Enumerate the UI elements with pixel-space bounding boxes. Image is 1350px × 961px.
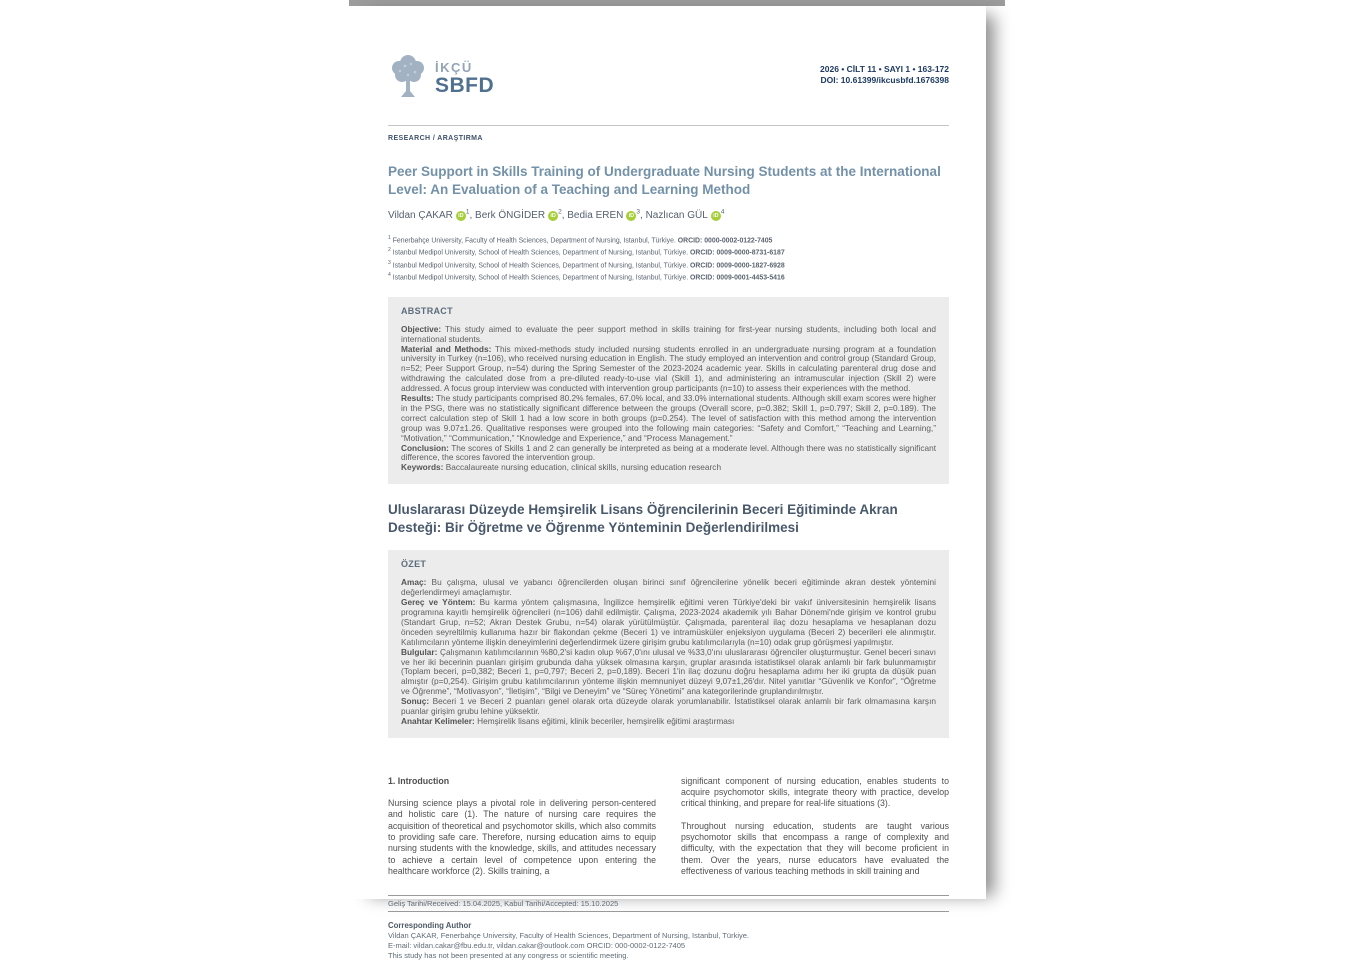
introduction-section [388, 776, 949, 888]
corresponding-author-email-line[interactable]: E-mail: vildan.cakar@fbu.edu.tr, vildan.cakar@outlook.com ORCID: 000-0002-0122-7405 [388, 941, 686, 951]
abstract-paragraph: Conclusion: The scores of Skills 1 and 2 can generally be interpreted as being at a moderate level. Although there was no statistically significant difference, the scores favored the intervention group. [401, 442, 936, 463]
affiliation: $^2$ Istanbul Medipol University, School of Health Sciences, Department of Nursing, Istanbul, Türkiye. ORCID: 0009-0000-8731-6187 [388, 247, 785, 257]
ozet-paragraph: Anahtar Kelimeler: Hemşirelik lisans eğitimi, klinik beceriler, hemşirelik eğitimi araştırması [401, 715, 735, 726]
journal-logo [388, 53, 494, 104]
abstract-paragraph: Keywords: Baccalaureate nursing education, clinical skills, nursing education research [401, 462, 722, 473]
tree-logo-icon [388, 53, 428, 104]
article-type-label: RESEARCH / ARAŞTIRMA [388, 135, 483, 142]
ozet-heading: ÖZET [401, 559, 427, 570]
abstract-paragraph: Results: The study participants comprised 80.2% females, 67.0% local, and 33.0% international students. Although skill exam scores were higher in the PSG, there was no statistically significant difference between the groups (Overall score, p=0.382; Skill 1, p=0.797; Skill 2, p=0.189). The correct calculation step of Skill 1 had a low score in both groups (p=0.254). The level of satisfaction with this method among the intervention group was 9.07±1.26. Qualitative responses were grouped into the following main categories: “Safety and Comfort,” “Teaching and Learning,” “Motivation,” “Communication,” “Knowledge and Experience,” and “Process Management.” [401, 393, 936, 443]
intro-left-column [388, 776, 656, 888]
orcid-icon[interactable]: iD [626, 211, 636, 221]
orcid-icon[interactable]: iD [711, 211, 721, 221]
abstract-paragraph: Material and Methods: This mixed-methods study included nursing students enrolled in an undergraduate nursing program at a foundation university in Turkey (n=106), who received nursing education in English. The study employed an intervention and control group (Standard Group, n=52; Peer Support Group, n=54) during the Spring Semester of the 2023-2024 academic year. Skills in calculating parenteral drug dose and withdrawing the calculated dose from a pre-diluted ready-to-use vial (Skill 1), and administering an intramuscular injection (Skill 2) were addressed. A focus group interview was conducted with intervention group participants (n=10) to assess their experiences with the method. [401, 343, 936, 394]
header-divider [388, 125, 949, 126]
affiliation: $^4$ Istanbul Medipol University, School of Health Sciences, Department of Nursing, Istanbul, Türkiye. ORCID: 0009-0001-4453-5416 [388, 271, 785, 281]
article-page [349, 6, 986, 961]
journal-logo-text [435, 61, 494, 96]
author: Berk ÖNGİDER $iD^2$, [475, 209, 568, 222]
author: Bedia EREN $iD^3$, [567, 209, 643, 222]
intro-paragraph: significant component of nursing education, enables students to acquire psychomotor skills, integrate theory with practice, develop critical thinking, and prepare for real-life situations (3). [681, 775, 949, 809]
intro-heading: 1. Introduction [388, 775, 450, 786]
affiliation: $^1$ Fenerbahçe University, Faculty of Health Sciences, Department of Nursing, Istanbul, Türkiye. ORCID: 0000-0002-0122-7405 [388, 235, 773, 245]
corresponding-author-line: Vildan ÇAKAR, Fenerbahçe University, Faculty of Health Sciences, Department of Nursing, Istanbul, Türkiye. [388, 931, 749, 941]
abstract-paragraph: Objective: This study aimed to evaluate the peer support method in skills training for first-year nursing students, including both local and international students. [401, 323, 936, 344]
author: Nazlıcan GÜL $iD^4$ [645, 209, 725, 222]
intro-right-column [681, 776, 949, 888]
ozet-paragraph: Gereç ve Yöntem: Bu karma yöntem çalışmasına, İngilizce hemşirelik eğitimi veren Türkiye'deki bir vakıf üniversitesinin hemşirelik lisans programına kayıtlı hemşirelik öğrencileri (n=106) dahil edilmiştir. Çalışma, 2023-2024 akademik yılı Bahar Dönemi'nde girişim ve kontrol grubu (Standart Grup, n=52; Akran Destek Grubu, n=54) olarak yürütülmüştür. Çalışmada, parenteral ilaç dozu hesaplama ve hesaplanan dozu önceden seyreltilmiş kullanıma hazır bir flakondan çekme (Beceri 1) ve intramüsküler enjeksiyon uygulama (Beceri 2) becerileri ele alınmıştır. Katılımcıların yönteme ilişkin deneyimlerini değerlendirmek üzere girişim grubu katılımcılarıyla (n=10) odak grup görüşmesi yapılmıştır. [401, 597, 937, 647]
received-accepted-dates: Geliş Tarihi/Received: 15.04.2025, Kabul Tarihi/Accepted: 15.10.2025 [388, 899, 619, 909]
issue-info [820, 64, 949, 86]
article-title-en: Peer Support in Skills Training of Undergraduate Nursing Students at the International Level: An Evaluation of a Teaching and Learning Method [388, 164, 941, 197]
footer-divider-top [388, 895, 949, 896]
intro-paragraph: Throughout nursing education, students are taught various psychomotor skills that encompass a range of complexity and difficulty, with the expectation that they will become proficient in them. Over the years, nurse educators have evaluated the effectiveness of various teaching methods in skill training and [681, 820, 949, 876]
intro-paragraph: Nursing science plays a pivotal role in delivering person-centered and holistic care (1). The nature of nursing care requires the acquisition of theoretical and psychomotor skills, which also commits to providing safe care. Therefore, nursing education aims to equip nursing students with the knowledge, skills, and attitudes necessary to achieve a certain level of competence upon entering the healthcare workforce (2). Skills training, a [388, 798, 656, 876]
author: Vildan ÇAKAR $iD^1$, [388, 209, 476, 222]
ozet-paragraph: Amaç: Bu çalışma, ulusal ve yabancı öğrencilerden oluşan birinci sınıf öğrencilerine yönelik beceri eğitiminde akran destek yöntemini değerlendirmeyi amaçlamıştır. [401, 577, 936, 598]
author-line [388, 209, 949, 221]
affiliation: $^3$ Istanbul Medipol University, School of Health Sciences, Department of Nursing, Istanbul, Türkiye. ORCID: 0009-0000-1827-6928 [388, 259, 785, 269]
logo-acronym-top: İKÇÜ [435, 60, 473, 75]
issue-line: 2026 • CİLT 11 • SAYI 1 • 163-172 [820, 64, 949, 74]
ozet-paragraph: Sonuç: Beceri 1 ve Beceri 2 puanları genel olarak orta düzeyde olarak yorumlanabilir. İstatistiksel olarak anlamlı bir fark olmamasına karşın puanlar girişim grubu lehine yüksektir. [401, 696, 936, 717]
ozet-paragraph: Bulgular: Çalışmanın katılımcılarının %80,2'si kadın olup %67,0'ını ulusal ve %33,0'ını uluslararası öğrenciler oluşturmuştur. Genel beceri sınavı ve her iki becerinin puanları girişim grubunda daha yüksek olmasına karşın, gruplar arasında istatistiksel olarak anlamlı bir fark bulunmamıştır (Toplam beceri, p=0,382; Beceri 1, p=0,797; Beceri 2, p=0,189). Beceri 1'in ilaç dozunu doğru hesaplama adımı her iki grupta da düşük puan almıştır (p=0,254). Girişim grubu katılımcılarının yönteme ilişkin memnuniyet düzeyi 9,07±1,26'dır. Nitel yanıtlar “Güvenlik ve Konfor”, “Öğretme ve Öğrenme”, “Motivasyon”, “İletişim”, “Bilgi ve Deneyim” ve “Süreç Yönetimi” ana kategorilerinde gruplandırılmıştır. [401, 646, 936, 697]
affiliation-list [388, 234, 949, 282]
logo-acronym-bottom: SBFD [435, 74, 495, 97]
abstract-box [388, 297, 949, 485]
doi-line[interactable]: DOI: 10.61399/ikcusbfd.1676398 [820, 75, 949, 85]
article-title-tr: Uluslararası Düzeyde Hemşirelik Lisans Öğrencilerinin Beceri Eğitiminde Akran Desteği: Bir Öğretme ve Öğrenme Yönteminin Değerlendirilmesi [388, 502, 898, 535]
corresponding-author-block [388, 921, 949, 961]
corresponding-author-heading: Corresponding Author [388, 921, 472, 931]
journal-header [388, 53, 949, 104]
corresponding-author-note: This study has not been presented at any congress or scientific meeting. [388, 951, 629, 961]
orcid-icon[interactable]: iD [456, 211, 466, 221]
footer-divider-bottom [388, 911, 949, 912]
abstract-heading: ABSTRACT [401, 305, 453, 316]
orcid-icon[interactable]: iD [548, 211, 558, 221]
ozet-box [388, 550, 949, 738]
